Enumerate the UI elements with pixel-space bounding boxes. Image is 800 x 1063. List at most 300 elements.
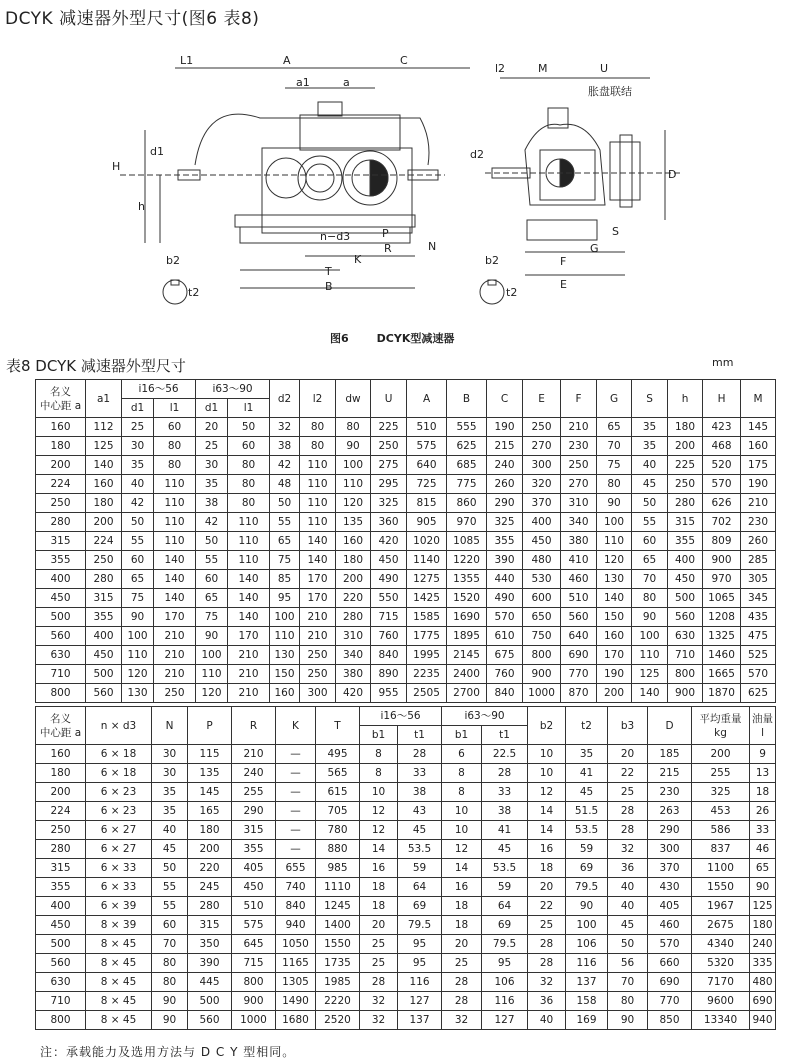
table-cell: 290 <box>487 494 523 513</box>
dimension-table-1 <box>35 379 776 703</box>
dimension-table-2 <box>35 706 776 1030</box>
table-cell: 10 <box>442 802 482 821</box>
table-cell: 2675 <box>692 916 750 935</box>
table-cell: 626 <box>703 494 741 513</box>
table-cell: 2700 <box>447 684 487 703</box>
table-cell: 310 <box>336 627 371 646</box>
table-cell: 38 <box>270 437 300 456</box>
table-row <box>36 513 776 532</box>
table-cell: — <box>276 821 316 840</box>
table-row <box>36 935 776 954</box>
table-cell: 224 <box>36 802 86 821</box>
table-cell: 450 <box>232 878 276 897</box>
table-cell: 30 <box>152 745 188 764</box>
table-cell: 390 <box>188 954 232 973</box>
table-cell: 290 <box>232 802 276 821</box>
table-cell: 145 <box>741 418 776 437</box>
table-cell: 80 <box>336 418 371 437</box>
table-cell: 90 <box>608 1011 648 1030</box>
ratio-group-a: i16～56 <box>122 380 196 399</box>
table-cell: 80 <box>597 475 632 494</box>
table-cell: 245 <box>188 878 232 897</box>
table-cell: 75 <box>122 589 154 608</box>
table-row <box>36 821 776 840</box>
svg-text:A: A <box>283 54 291 67</box>
table-row <box>36 570 776 589</box>
table-cell: 1550 <box>692 878 750 897</box>
table-cell: 900 <box>668 684 703 703</box>
svg-text:B: B <box>325 280 333 293</box>
table-row <box>36 456 776 475</box>
col-header: t1 <box>398 726 442 745</box>
table-cell: 55 <box>122 532 154 551</box>
table-cell: 35 <box>152 802 188 821</box>
table-cell: 495 <box>316 745 360 764</box>
figure-number: 图6 <box>330 332 349 345</box>
col-header: B <box>447 380 487 418</box>
table-cell: 95 <box>398 935 442 954</box>
col-header: b3 <box>608 707 648 745</box>
nominal-distance-header: 名义 中心距 a <box>36 380 86 418</box>
table-cell: 6 × 39 <box>86 897 152 916</box>
table-cell: 900 <box>523 665 561 684</box>
svg-text:b2: b2 <box>166 254 180 267</box>
table-cell: 140 <box>86 456 122 475</box>
table-cell: 50 <box>152 859 188 878</box>
table-cell: 837 <box>692 840 750 859</box>
table-cell: 79.5 <box>566 878 608 897</box>
table-cell: 90 <box>152 1011 188 1030</box>
table-cell: 1665 <box>703 665 741 684</box>
table-cell: 80 <box>154 456 196 475</box>
table-cell: 570 <box>703 475 741 494</box>
table-cell: 35 <box>632 418 668 437</box>
table-cell: 2520 <box>316 1011 360 1030</box>
table-cell: 250 <box>36 494 86 513</box>
table-cell: 2220 <box>316 992 360 1011</box>
table-cell: 150 <box>270 665 300 684</box>
col-header: E <box>523 380 561 418</box>
table-cell: 53.5 <box>398 840 442 859</box>
table-cell: 1400 <box>316 916 360 935</box>
table-row <box>36 532 776 551</box>
table-row <box>36 897 776 916</box>
table-cell: 800 <box>36 1011 86 1030</box>
table-row <box>36 916 776 935</box>
table-cell: 285 <box>741 551 776 570</box>
table-cell: 900 <box>232 992 276 1011</box>
table-cell: 460 <box>648 916 692 935</box>
col-header: S <box>632 380 668 418</box>
table-cell: 1735 <box>316 954 360 973</box>
table-cell: 640 <box>561 627 597 646</box>
table-cell: 160 <box>597 627 632 646</box>
table-cell: 110 <box>196 665 228 684</box>
table-cell: 224 <box>86 532 122 551</box>
svg-text:a: a <box>343 76 350 89</box>
table-cell: 225 <box>371 418 407 437</box>
table-cell: 210 <box>232 745 276 764</box>
table-cell: 1690 <box>447 608 487 627</box>
table-cell: 200 <box>36 456 86 475</box>
table-cell: 200 <box>36 783 86 802</box>
table-cell: 59 <box>482 878 528 897</box>
col-header: h <box>668 380 703 418</box>
table-cell: 90 <box>566 897 608 916</box>
table-cell: 320 <box>523 475 561 494</box>
table-cell: 860 <box>447 494 487 513</box>
table-cell: 300 <box>523 456 561 475</box>
table-cell: 460 <box>561 570 597 589</box>
table-cell: 90 <box>336 437 371 456</box>
table-cell: 80 <box>152 973 188 992</box>
table-cell: 55 <box>632 513 668 532</box>
table-cell: 70 <box>152 935 188 954</box>
table-cell: 60 <box>154 418 196 437</box>
svg-text:d2: d2 <box>470 148 484 161</box>
col-header: n × d3 <box>86 707 152 745</box>
table-cell: — <box>276 745 316 764</box>
table-cell: 35 <box>196 475 228 494</box>
table-cell: 170 <box>597 646 632 665</box>
table-cell: 175 <box>741 456 776 475</box>
table-cell: 55 <box>270 513 300 532</box>
table-cell: 6 × 33 <box>86 859 152 878</box>
table-cell: 1355 <box>447 570 487 589</box>
table-cell: 270 <box>561 475 597 494</box>
table-cell: 970 <box>447 513 487 532</box>
table-cell: 6 × 23 <box>86 783 152 802</box>
table-cell: 36 <box>608 859 648 878</box>
table-cell: 32 <box>360 992 398 1011</box>
table-cell: 380 <box>336 665 371 684</box>
col-header: R <box>232 707 276 745</box>
table-cell: 53.5 <box>566 821 608 840</box>
table-cell: 14 <box>528 802 566 821</box>
table-row <box>36 764 776 783</box>
svg-text:a1: a1 <box>296 76 310 89</box>
table-cell: 440 <box>487 570 523 589</box>
table-cell: 8 <box>442 783 482 802</box>
table-cell: 2400 <box>447 665 487 684</box>
table-cell: 263 <box>648 802 692 821</box>
table-cell: 380 <box>561 532 597 551</box>
table-cell: 25 <box>442 954 482 973</box>
figure-caption-text: DCYK型减速器 <box>376 332 455 345</box>
table-cell: 59 <box>398 859 442 878</box>
table-cell: 32 <box>270 418 300 437</box>
table-cell: 290 <box>648 821 692 840</box>
table-cell: 35 <box>122 456 154 475</box>
table-cell: 530 <box>523 570 561 589</box>
table-cell: 550 <box>371 589 407 608</box>
table-cell: 565 <box>316 764 360 783</box>
table-cell: 390 <box>487 551 523 570</box>
table-cell: 210 <box>561 418 597 437</box>
table-cell: 125 <box>632 665 668 684</box>
table-cell: 450 <box>371 551 407 570</box>
table-cell: 14 <box>360 840 398 859</box>
table-cell: 405 <box>648 897 692 916</box>
table-cell: 160 <box>86 475 122 494</box>
table-cell: 315 <box>36 859 86 878</box>
table-cell: 160 <box>270 684 300 703</box>
table-cell: 575 <box>232 916 276 935</box>
table-cell: 45 <box>152 840 188 859</box>
table-row <box>36 646 776 665</box>
table-cell: 64 <box>482 897 528 916</box>
table-cell: 210 <box>154 665 196 684</box>
table-cell: 6 × 18 <box>86 745 152 764</box>
table-cell: 1995 <box>407 646 447 665</box>
table-cell: 18 <box>360 878 398 897</box>
table-cell: 335 <box>750 954 776 973</box>
table-cell: 10 <box>528 764 566 783</box>
col-header: d1 <box>196 399 228 418</box>
table-cell: 615 <box>316 783 360 802</box>
table-cell: 127 <box>398 992 442 1011</box>
table-cell: 840 <box>371 646 407 665</box>
table-row <box>36 878 776 897</box>
table-cell: 50 <box>122 513 154 532</box>
table-cell: 280 <box>188 897 232 916</box>
table-cell: 630 <box>36 646 86 665</box>
table-cell: 280 <box>668 494 703 513</box>
svg-text:d1: d1 <box>150 145 164 158</box>
table-cell: 110 <box>154 513 196 532</box>
table-cell: 1275 <box>407 570 447 589</box>
table-cell: 18 <box>750 783 776 802</box>
table-cell: 500 <box>668 589 703 608</box>
table-cell: 625 <box>741 684 776 703</box>
table-cell: 1325 <box>703 627 741 646</box>
table-cell: 110 <box>228 513 270 532</box>
table-cell: 16 <box>442 878 482 897</box>
table-cell: 500 <box>36 608 86 627</box>
table-cell: 200 <box>188 840 232 859</box>
svg-text:n−d3: n−d3 <box>320 230 351 243</box>
col-header: U <box>371 380 407 418</box>
col-header: A <box>407 380 447 418</box>
table-cell: 40 <box>528 1011 566 1030</box>
table-cell: 75 <box>270 551 300 570</box>
table-cell: 120 <box>597 551 632 570</box>
table-cell: 725 <box>407 475 447 494</box>
col-header: b2 <box>528 707 566 745</box>
table-cell: 560 <box>188 1011 232 1030</box>
col-header: H <box>703 380 741 418</box>
table-cell: 32 <box>528 973 566 992</box>
table-cell: 985 <box>316 859 360 878</box>
col-header: d2 <box>270 380 300 418</box>
table-cell: 180 <box>188 821 232 840</box>
table-cell: 300 <box>648 840 692 859</box>
table-cell: 110 <box>300 456 336 475</box>
table-cell: 169 <box>566 1011 608 1030</box>
table-cell: 180 <box>750 916 776 935</box>
table-cell: 190 <box>741 475 776 494</box>
table-cell: 22 <box>608 764 648 783</box>
table-cell: 355 <box>232 840 276 859</box>
table-cell: 90 <box>122 608 154 627</box>
table-cell: 280 <box>36 840 86 859</box>
table-cell: 800 <box>523 646 561 665</box>
table-cell: 42 <box>122 494 154 513</box>
table-cell: 50 <box>228 418 270 437</box>
table-cell: 110 <box>632 646 668 665</box>
table-cell: 1967 <box>692 897 750 916</box>
table-cell: 345 <box>741 589 776 608</box>
table-cell: 800 <box>668 665 703 684</box>
page-title: DCYK 减速器外型尺寸(图6 表8) <box>5 9 260 29</box>
table-cell: 30 <box>122 437 154 456</box>
table-cell: 140 <box>228 589 270 608</box>
ratio-group-b: i63～90 <box>442 707 528 726</box>
figure-caption <box>330 330 454 346</box>
table-cell: 50 <box>608 935 648 954</box>
table-cell: 25 <box>196 437 228 456</box>
table-cell: 140 <box>632 684 668 703</box>
table-cell: 1100 <box>692 859 750 878</box>
table-cell: 80 <box>228 456 270 475</box>
table-cell: 880 <box>316 840 360 859</box>
table-cell: 586 <box>692 821 750 840</box>
table-cell: 130 <box>270 646 300 665</box>
table-cell: 6 × 18 <box>86 764 152 783</box>
table-cell: 110 <box>154 494 196 513</box>
table-cell: 890 <box>371 665 407 684</box>
table-cell: 170 <box>300 570 336 589</box>
table-cell: 560 <box>36 627 86 646</box>
svg-text:M: M <box>538 62 548 75</box>
table-cell: 355 <box>36 878 86 897</box>
table-row <box>36 1011 776 1030</box>
table-cell: 1000 <box>232 1011 276 1030</box>
table-cell: 40 <box>632 456 668 475</box>
table-cell: 30 <box>152 764 188 783</box>
col-header: G <box>597 380 632 418</box>
table-cell: 12 <box>360 802 398 821</box>
unit-label: mm <box>712 356 734 369</box>
table-cell: 760 <box>371 627 407 646</box>
table-cell: 280 <box>336 608 371 627</box>
col-header: M <box>741 380 776 418</box>
table-cell: 240 <box>232 764 276 783</box>
table-cell: 1220 <box>447 551 487 570</box>
table-cell: 25 <box>528 916 566 935</box>
table-cell: 22 <box>528 897 566 916</box>
table-cell: 158 <box>566 992 608 1011</box>
table-cell: 870 <box>561 684 597 703</box>
table-cell: 6 × 27 <box>86 821 152 840</box>
svg-text:E: E <box>560 278 567 291</box>
table-cell: 100 <box>632 627 668 646</box>
table-cell: 370 <box>523 494 561 513</box>
table-cell: 1985 <box>316 973 360 992</box>
table-cell: 430 <box>648 878 692 897</box>
table-cell: 315 <box>668 513 703 532</box>
col-header: t2 <box>566 707 608 745</box>
table-cell: 450 <box>36 589 86 608</box>
table-cell: 4340 <box>692 935 750 954</box>
table-cell: 42 <box>270 456 300 475</box>
nominal-distance-header: 名义 中心距 a <box>36 707 86 745</box>
table-cell: 112 <box>86 418 122 437</box>
svg-text:F: F <box>560 255 567 268</box>
table-cell: 46 <box>750 840 776 859</box>
table-cell: 12 <box>528 783 566 802</box>
table-row <box>36 608 776 627</box>
col-header: l2 <box>300 380 336 418</box>
table-cell: 1775 <box>407 627 447 646</box>
table-cell: 90 <box>196 627 228 646</box>
table-cell: 355 <box>86 608 122 627</box>
table-cell: 28 <box>608 821 648 840</box>
reducer-drawing <box>0 30 800 355</box>
table-row <box>36 418 776 437</box>
table-cell: 230 <box>741 513 776 532</box>
table-cell: 190 <box>487 418 523 437</box>
table-row <box>36 783 776 802</box>
table-cell: 250 <box>561 456 597 475</box>
table-label: 表8 DCYK 减速器外型尺寸 <box>6 357 186 375</box>
table-cell: 650 <box>523 608 561 627</box>
table-cell: 100 <box>122 627 154 646</box>
col-header: b1 <box>360 726 398 745</box>
table-cell: 40 <box>608 897 648 916</box>
table-cell: 18 <box>360 897 398 916</box>
table-cell: 560 <box>668 608 703 627</box>
table-cell: 450 <box>668 570 703 589</box>
table-cell: 33 <box>750 821 776 840</box>
svg-text:h: h <box>138 200 145 213</box>
table-cell: 355 <box>36 551 86 570</box>
table-cell: 8 × 45 <box>86 973 152 992</box>
ratio-group-b: i63～90 <box>196 380 270 399</box>
table-cell: 255 <box>692 764 750 783</box>
svg-text:L1: L1 <box>180 54 194 67</box>
svg-text:H: H <box>112 160 121 173</box>
table-cell: 490 <box>371 570 407 589</box>
table-cell: 160 <box>36 418 86 437</box>
table-cell: 25 <box>360 954 398 973</box>
table-row <box>36 992 776 1011</box>
col-header: a1 <box>86 380 122 418</box>
table-cell: 1085 <box>447 532 487 551</box>
table-cell: 255 <box>232 783 276 802</box>
table-cell: 1870 <box>703 684 741 703</box>
table-cell: 510 <box>407 418 447 437</box>
table-cell: 110 <box>336 475 371 494</box>
table-cell: 80 <box>154 437 196 456</box>
table-cell: 480 <box>750 973 776 992</box>
table-cell: 770 <box>648 992 692 1011</box>
table-cell: 210 <box>228 646 270 665</box>
table-cell: 18 <box>528 859 566 878</box>
table-cell: 640 <box>407 456 447 475</box>
table-cell: 220 <box>188 859 232 878</box>
table-cell: 65 <box>122 570 154 589</box>
table-cell: 250 <box>300 665 336 684</box>
table-cell: 137 <box>566 973 608 992</box>
table-cell: 65 <box>750 859 776 878</box>
table-cell: 230 <box>561 437 597 456</box>
ratio-group-a: i16～56 <box>360 707 442 726</box>
table-cell: 1305 <box>276 973 316 992</box>
table-cell: 38 <box>482 802 528 821</box>
table-cell: 970 <box>703 570 741 589</box>
table-cell: 28 <box>528 935 566 954</box>
